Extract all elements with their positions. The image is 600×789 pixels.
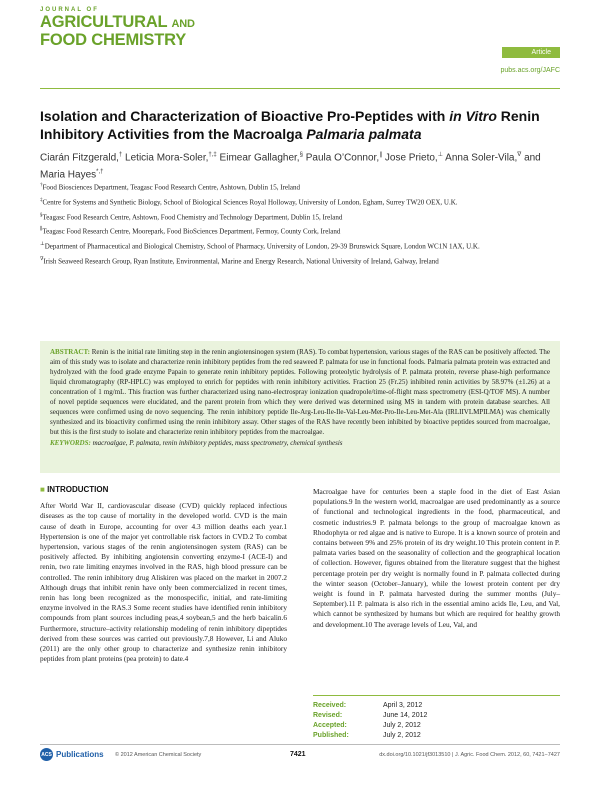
affiliation-text: Food Biosciences Department, Teagasc Food Research Centre, Ashtown, Dublin 15, Ireland [42,183,301,192]
date-value: July 2, 2012 [383,722,421,729]
affiliation-item [40,196,540,207]
date-value: July 2, 2012 [383,732,421,739]
author-affiliation-mark: ∥ [379,152,383,158]
abstract-box [40,341,560,473]
affiliation-symbol: ⊥ [40,242,45,248]
affiliation-text: Teagasc Food Research Centre, Moorepark, Food BioSciences Department, Fermoy, County Cork, Ireland [42,227,341,236]
author-name: Anna Soler-Vila, [445,152,518,164]
journal-logo [40,7,195,48]
affiliation-text: Department of Pharmaceutical and Biological Chemistry, School of Pharmacy, University of London, 29-39 Brunswick Square, London WC1N 1AX, U.K. [44,242,480,251]
intro-left-column [40,485,287,664]
section-bullet-icon: ■ [40,485,45,494]
affiliation-text: Teagasc Food Research Centre, Ashtown, Food Chemistry and Technology Department, Dublin 15, Ireland [42,212,343,221]
date-row [313,701,560,711]
date-value: June 14, 2012 [383,712,428,719]
date-label: Published: [313,732,349,739]
date-value: April 3, 2012 [383,702,423,709]
publication-dates [313,695,560,741]
logo-line1: AGRICULTURAL [40,13,168,31]
journal-masthead [40,7,560,85]
affiliation-item [40,255,540,266]
keywords-text: macroalgae, P. palmata, renin inhibitory peptides, mass spectrometry, chemical synthesis [92,439,343,447]
author-affiliation-mark: ⊥ [437,152,443,158]
logo-journal-of: JOURNAL OF [40,7,99,13]
article-title [40,107,560,143]
date-row [313,711,560,721]
author-name: Leticia Mora-Soler, [125,152,209,164]
footer-divider [40,744,560,745]
affiliation-item [40,181,540,192]
title-italic2: Palmaria palmata [306,126,422,142]
affiliation-item [40,211,540,222]
date-label: Accepted: [313,722,347,729]
page-footer [40,748,560,764]
date-label: Received: [313,702,347,709]
date-row [313,721,560,731]
author-affiliation-mark: § [299,152,303,158]
affiliation-symbol: † [40,183,43,188]
acs-logo-text: Publications [56,750,104,759]
acs-publications-logo [40,748,104,761]
logo-and: AND [171,18,195,30]
title-italic1: in Vitro [449,108,497,124]
affiliation-symbol: ∇ [40,257,44,263]
copyright-text: © 2012 American Chemical Society [115,752,202,758]
author-name: Eimear Gallagher, [219,152,300,164]
author-affiliation-mark: ∇ [517,152,522,158]
affiliation-text: Centre for Systems and Synthetic Biology, School of Biological Sciences Royal Holloway, University of London, Egham, Surrey TW20 OEX, U.K. [42,198,458,207]
abstract-text: Renin is the initial rate limiting step in the renin angiotensinogen system (RAS). To combat hypertension, various stages of the RAS can be positively affected. The aim of this study was to isolate and characterize renin inhibitory peptides from the red seaweed P. palmata for use in functional foods. Palmaria palmata protein was extracted and hydrolyzed with the food grade enzyme Papain to generate renin inhibitory peptides. Following proteolytic hydrolysis of P. palmata protein, reverse phase-high performance liquid chromatography (RP-HPLC) was employed to enrich for peptides with renin inhibitory activities. Fraction 25 (Fr.25) inhibited renin activities by 58.97% (±1.26) at a concentration of 1 mg/mL. This fraction was further characterized using nano-electrospray ionization quadropole/time-of-flight mass spectrometry (ESI-Q/TOF MS). A number of novel peptide sequences were elucidated, and the parent protein from which they were derived was determined using MS in tandem with protein database searches. All sequences were confirmed using de novo sequencing. The renin inhibitory peptide Ile-Arg-Leu-Ile-Ile-Val-Leu-Met-Pro-Ile-Leu-Met-Ala (IRLIIVLMPILMA) was chemically synthesized and its bioactivity confirmed using the renin inhibitory assay. Other stages of the RAS have recently been inhibited by bioactive peptides sourced from macroalgae, but this is the first study to isolate and characterize renin inhibitory peptides from the macroalgae. [50,348,550,436]
author-name: Jose Prieto, [384,152,438,164]
affiliation-list [40,181,540,270]
affiliation-text: Irish Seaweed Research Group, Ryan Institute, Environmental, Marine and Energy Research, National University of Ireland, Galway, Ireland [43,257,439,266]
masthead-divider [40,88,560,89]
affiliation-symbol: § [40,212,43,218]
title-part2: Renin Inhibitory Activities from the Macroalga [40,108,540,142]
affiliation-item [40,240,540,251]
abstract-label: ABSTRACT: [50,348,90,356]
author-name: and Maria Hayes [40,152,541,181]
author-affiliation-mark: †,‡ [208,152,217,158]
date-row [313,731,560,741]
acs-logo-icon: ACS [40,748,53,761]
journal-url-link[interactable]: pubs.acs.org/JAFC [500,67,560,74]
article-type-tag: Article [502,47,560,58]
author-affiliation-mark: *,† [96,169,104,176]
intro-heading-text: INTRODUCTION [47,485,109,494]
intro-right-text: Macroalgae have for centuries been a staple food in the diet of East Asian populations.9 In the western world, macroalgae are used predominantly as a source of functional and technological ingredients in the food, pharmaceutical, and cosmetic industries.9 P. palmata belongs to the group of macroalgae known as Rhodophyta or red algae and is native to Europe. It is a known source of protein and contains between 9% and 25% protein of its dry weight.10 This protein content in P. palmata varies based on the seasonality of collection and the geographical location of collection. However, figures obtained from the literature suggest that the highest percentage protein per dry weight is normally found in P. palmata collected during the winter season (October–January), while the lowest protein content per dry weight is found in P. palmata harvested during the summer months (July–September).11 P. palmata is also rich in the essential amino acids Ile, Leu, and Val, which cannot be synthesized by humans but which are required for healthy growth and development.10 The average levels of Leu, Val, and [313,487,560,629]
keywords-label: KEYWORDS: [50,439,91,447]
author-name: Ciarán Fitzgerald, [40,152,119,164]
doi-citation[interactable]: dx.doi.org/10.1021/jf3013510 | J. Agric. Food Chem. 2012, 60, 7421−7427 [379,752,560,758]
date-label: Revised: [313,712,343,719]
author-affiliation-mark: † [118,152,123,158]
page-number: 7421 [290,751,306,758]
intro-heading [40,485,287,495]
author-name: Paula O’Connor, [305,152,380,164]
title-part1: Isolation and Characterization of Bioactive Pro-Peptides with [40,108,450,124]
logo-line2: FOOD CHEMISTRY [40,30,187,49]
author-list [40,148,560,183]
intro-right-column [313,487,560,630]
affiliation-item [40,225,540,236]
affiliation-symbol: ∥ [40,227,43,233]
intro-left-text: After World War II, cardiovascular disease (CVD) quickly replaced infectious diseases as the top cause of mortality in the developed world. CVD is the main cause of death in Europe, accounting for over 4.3 million deaths each year.1 Hypertension is one of the major yet controllable risk factors in CVD.2 To combat hypertension, various stages of the renin angiotensinogen system (RAS) can be positively affected. By inhibiting angiotensin converting enzyme-I (ACE-I) and renin, two rate limiting enzymes involved in the RAS, high blood pressure can be controlled. The renin inhibitory drug Aliskiren was placed on the market in 2007.2 Although drugs that inhibit renin have only been commercialized in recent times, renin has long been recognized as the monospecific, initial, and rate-limiting enzyme involved in the RAS.3 Some recent studies have identified renin inhibitory compounds from plant sources including peas,4 soybean,5 and the herb baicalin.6 Furthermore, structure–activity relationship modeling of renin inhibitory dipeptides derived from these sources was carried out previously.7,8 However, Li and Aluko (2011) are the only other group to characterize and synthesize renin inhibitory peptides from plant proteins (pea protein) to date.4 [40,501,287,664]
affiliation-symbol: ‡ [40,197,43,203]
